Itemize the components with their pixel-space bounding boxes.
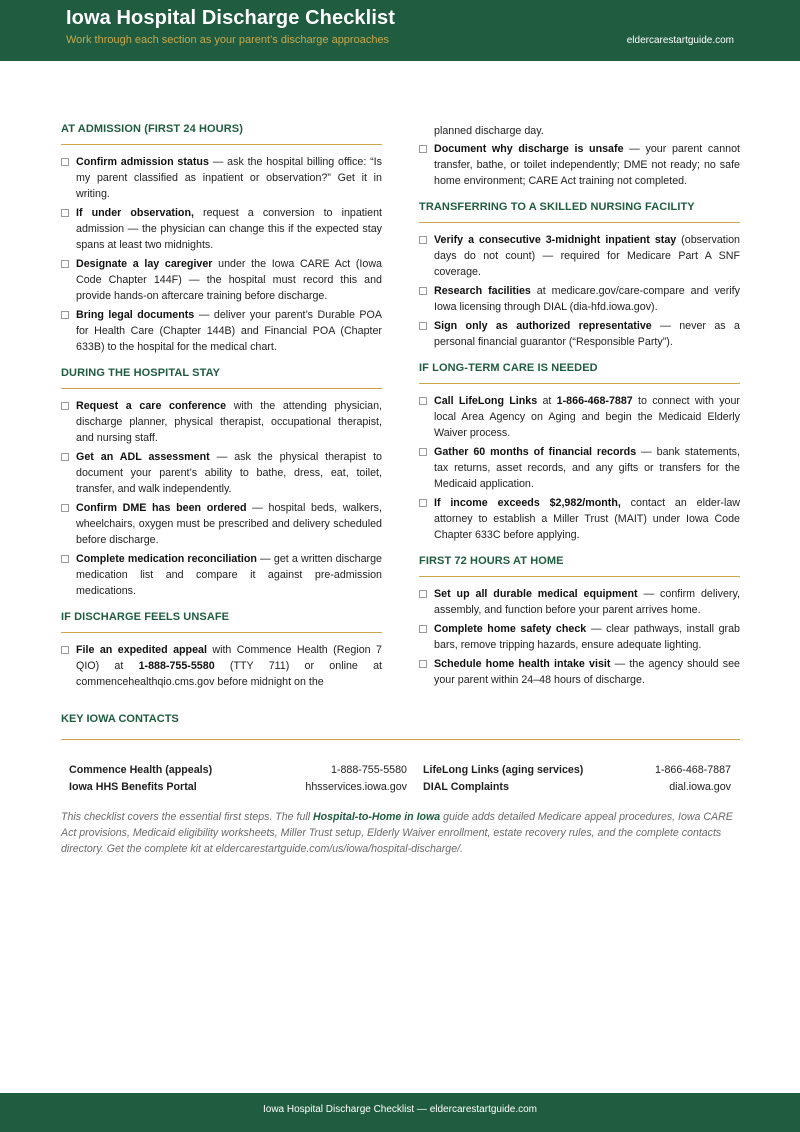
contact-name: LifeLong Links (aging services) bbox=[423, 764, 584, 776]
page-subtitle: Work through each section as your parent’s discharge approaches bbox=[66, 34, 390, 46]
footnote-text: guide adds detailed Medicare appeal procedures, Iowa CARE Act provisions, Medicaid eligibility worksheets, Miller Trust setup, Elderly Waiver enrollment, estate recovery rules, and the complete contacts directory. Get the complete kit at eldercarestartguide.com/us/iowa/hospital-discharge/. bbox=[61, 811, 733, 855]
item-text: — clear pathways, install grab bars, remove tripping hazards, ensure adequate lighting. bbox=[434, 623, 740, 651]
item-title: Gather 60 months of financial records bbox=[434, 446, 637, 458]
page-title: Iowa Hospital Discharge Checklist bbox=[66, 7, 395, 29]
checklist-item[interactable] bbox=[419, 393, 740, 441]
checkbox[interactable] bbox=[419, 236, 427, 244]
checklist-item[interactable] bbox=[61, 205, 382, 253]
item-title: Sign only as authorized representative bbox=[434, 320, 652, 332]
checklist-item[interactable] bbox=[419, 495, 740, 543]
contact-row bbox=[61, 764, 740, 781]
checklist-item[interactable] bbox=[61, 398, 382, 446]
item-title: Bring legal documents bbox=[76, 309, 195, 321]
checklist-item[interactable] bbox=[419, 232, 740, 280]
item-text: under the Iowa CARE Act (Iowa Code Chapter 144F) — the hospital must record this and provide hands-on aftercare training before discharge. bbox=[76, 258, 383, 302]
item-text: at bbox=[537, 395, 557, 407]
footer-bar bbox=[0, 1093, 800, 1132]
item-continuation: planned discharge day. bbox=[434, 125, 544, 137]
item-text: — ask the physical therapist to document your parent’s ability to bathe, dress, eat, toilet, transfer, and walk independently. bbox=[76, 451, 382, 495]
snf-list bbox=[419, 232, 740, 350]
item-title: Call LifeLong Links bbox=[434, 395, 538, 407]
contact-value[interactable]: hhsservices.iowa.gov bbox=[305, 781, 407, 793]
footer-text: Iowa Hospital Discharge Checklist — eldercarestartguide.com bbox=[262, 1104, 537, 1115]
item-title: If under observation, bbox=[76, 207, 194, 219]
left-column bbox=[61, 123, 382, 702]
contact-value[interactable]: dial.iowa.gov bbox=[669, 781, 731, 793]
item-text: with the attending physician, discharge planner, physical therapist, occupational therapist, and nursing staff. bbox=[76, 400, 383, 444]
checkbox[interactable] bbox=[419, 660, 427, 668]
checkbox[interactable] bbox=[419, 397, 427, 405]
item-title: If income exceeds $2,982/month, bbox=[434, 497, 621, 509]
checkbox[interactable] bbox=[419, 499, 427, 507]
item-text: — deliver your parent’s Durable POA for Health Care (Chapter 144B) and Financial POA (Chapter 633B) to the hospital for the medical chart. bbox=[76, 309, 382, 353]
checklist-item[interactable] bbox=[61, 154, 382, 202]
checkbox[interactable] bbox=[61, 209, 69, 217]
stay-list bbox=[61, 398, 382, 599]
item-text: — bank statements, tax returns, asset records, and any gifts or transfers for the Medicaid application. bbox=[434, 446, 740, 490]
admission-list bbox=[61, 154, 382, 355]
checklist-item[interactable] bbox=[419, 621, 740, 653]
item-title: Complete home safety check bbox=[434, 623, 587, 635]
checkbox[interactable] bbox=[61, 646, 69, 654]
item-title: File an expedited appeal bbox=[76, 644, 207, 656]
checklist-item[interactable] bbox=[419, 586, 740, 618]
item-title: Research facilities bbox=[434, 285, 531, 297]
guide-title: Hospital-to-Home in Iowa bbox=[313, 811, 441, 823]
contact-value[interactable]: 1-888-755-5580 bbox=[330, 764, 407, 776]
checklist-item[interactable] bbox=[419, 444, 740, 492]
item-text: — your parent cannot transfer, bathe, or toilet independently; DME not ready; no safe home environment; CARE Act training not completed. bbox=[434, 143, 741, 187]
item-title: Get an ADL assessment bbox=[76, 451, 210, 463]
section-heading-unsafe: IF DISCHARGE FEELS UNSAFE bbox=[61, 611, 382, 633]
checklist-item[interactable] bbox=[61, 256, 382, 304]
contact-name: Commence Health (appeals) bbox=[69, 764, 213, 776]
checklist-item[interactable] bbox=[419, 656, 740, 688]
item-title: Confirm admission status bbox=[76, 156, 209, 168]
checklist-item[interactable] bbox=[61, 500, 382, 548]
checklist-item[interactable] bbox=[419, 318, 740, 350]
checkbox[interactable] bbox=[61, 555, 69, 563]
phone-number: 1-866-468-7887 bbox=[556, 395, 633, 407]
checkbox[interactable] bbox=[419, 625, 427, 633]
right-column bbox=[419, 123, 740, 700]
checklist-columns bbox=[61, 123, 740, 703]
item-title: Document why discharge is unsafe bbox=[434, 143, 624, 155]
item-title: Request a care conference bbox=[76, 400, 227, 412]
checkbox[interactable] bbox=[419, 322, 427, 330]
home-list bbox=[419, 586, 740, 688]
footnote-text: This checklist covers the essential first steps. The full bbox=[61, 811, 313, 823]
checkbox[interactable] bbox=[419, 145, 427, 153]
checklist-item[interactable] bbox=[61, 449, 382, 497]
section-heading-home: FIRST 72 HOURS AT HOME bbox=[419, 555, 740, 577]
footnote bbox=[61, 809, 740, 857]
item-title: Verify a consecutive 3-midnight inpatient stay bbox=[434, 234, 677, 246]
ltc-list bbox=[419, 393, 740, 543]
checkbox[interactable] bbox=[419, 287, 427, 295]
contact-name: Iowa HHS Benefits Portal bbox=[69, 781, 197, 793]
checklist-item[interactable] bbox=[61, 307, 382, 355]
item-title: Confirm DME has been ordered bbox=[76, 502, 247, 514]
site-link[interactable]: eldercarestartguide.com bbox=[626, 35, 734, 46]
checklist-item[interactable] bbox=[419, 141, 740, 189]
item-title: Set up all durable medical equipment bbox=[434, 588, 638, 600]
checkbox[interactable] bbox=[61, 158, 69, 166]
item-text: (observation days do not count) — required for Medicare Part A SNF coverage. bbox=[434, 234, 740, 278]
section-heading-ltc: IF LONG-TERM CARE IS NEEDED bbox=[419, 362, 740, 384]
item-text: to connect with your local Area Agency on Aging and begin the Medicaid Elderly Waiver process. bbox=[434, 395, 740, 439]
checkbox[interactable] bbox=[61, 311, 69, 319]
item-text: — confirm delivery, assembly, and function before your parent arrives home. bbox=[434, 588, 740, 616]
contact-value[interactable]: 1-866-468-7887 bbox=[654, 764, 731, 776]
checklist-item[interactable] bbox=[419, 283, 740, 315]
contacts-heading: KEY IOWA CONTACTS bbox=[61, 713, 740, 740]
checkbox[interactable] bbox=[61, 453, 69, 461]
section-heading-stay: DURING THE HOSPITAL STAY bbox=[61, 367, 382, 389]
phone-number: 1-888-755-5580 bbox=[138, 660, 215, 672]
contact-row bbox=[61, 781, 740, 798]
checklist-item[interactable] bbox=[61, 551, 382, 599]
unsafe-list bbox=[61, 642, 382, 690]
header-banner bbox=[0, 0, 800, 61]
checkbox[interactable] bbox=[419, 448, 427, 456]
checkbox[interactable] bbox=[61, 504, 69, 512]
unsafe-list-continued bbox=[419, 141, 740, 189]
section-heading-snf: TRANSFERRING TO A SKILLED NURSING FACILITY bbox=[419, 201, 740, 223]
contact-name: DIAL Complaints bbox=[423, 781, 509, 793]
item-text: with Commence Health (Region 7 QIO) at bbox=[76, 644, 382, 672]
checkbox[interactable] bbox=[61, 260, 69, 268]
item-text: — hospital beds, walkers, wheelchairs, oxygen must be prescribed and delivery scheduled before discharge. bbox=[76, 502, 382, 546]
item-text: contact an elder-law attorney to establish a Miller Trust (MAIT) under Iowa Code Chapter 633C before applying. bbox=[434, 497, 740, 541]
item-text: (TTY 711) or online at commencehealthqio.cms.gov before midnight on the bbox=[76, 660, 382, 688]
checklist-item[interactable] bbox=[61, 642, 382, 690]
item-title: Designate a lay caregiver bbox=[76, 258, 213, 270]
item-text: at medicare.gov/care-compare and verify Iowa licensing through DIAL (dia-hfd.iowa.gov). bbox=[434, 285, 740, 313]
contacts-table bbox=[61, 764, 740, 798]
item-text: — the agency should see your parent within 24–48 hours of discharge. bbox=[434, 658, 740, 686]
item-text: request a conversion to inpatient admission — the physician can change this if the expected stay spans at least two midnights. bbox=[76, 207, 382, 251]
item-text: — never as a personal financial guarantor (“Responsible Party”). bbox=[434, 320, 740, 348]
section-heading-admission: AT ADMISSION (FIRST 24 HOURS) bbox=[61, 123, 382, 145]
checkbox[interactable] bbox=[61, 402, 69, 410]
item-text: — ask the hospital billing office: “Is my parent classified as inpatient or observation?” Get it in writing. bbox=[76, 156, 382, 200]
checkbox[interactable] bbox=[419, 590, 427, 598]
item-title: Schedule home health intake visit bbox=[434, 658, 611, 670]
item-title: Complete medication reconciliation bbox=[76, 553, 257, 565]
item-text: — get a written discharge medication list and compare it against pre-admission medications. bbox=[76, 553, 382, 597]
